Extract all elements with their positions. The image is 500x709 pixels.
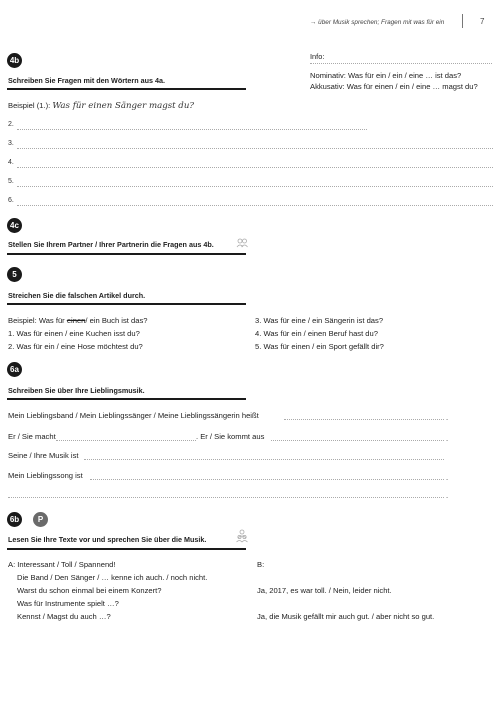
exercise-4c-instruction: Stellen Sie Ihrem Partner / Ihrer Partnerin die Fragen aus 4b. — [8, 240, 214, 249]
section-rule — [7, 253, 246, 255]
header-divider — [462, 14, 463, 28]
speaker-a-label: A: Interessant / Toll / Spannend! — [8, 560, 116, 569]
list-item[interactable]: 3. Was für eine / ein Sängerin ist das? — [255, 316, 384, 325]
example-rest: / ein Buch ist das? — [85, 316, 148, 325]
pruefung-badge: P — [33, 512, 48, 527]
list-item[interactable]: 4. Was für ein / einen Beruf hast du? — [255, 329, 378, 338]
phrase-line: Warst du schon einmal bei einem Konzert? — [17, 586, 162, 595]
text-line-music: Seine / Ihre Musik ist — [8, 451, 79, 460]
list-item[interactable]: 5. Was für einen / ein Sport gefällt dir? — [255, 342, 384, 351]
exercise-4b-example — [8, 101, 194, 111]
line-number: 4. — [8, 159, 14, 166]
write-line[interactable] — [284, 419, 444, 420]
write-line[interactable] — [56, 440, 196, 441]
info-line-akkusativ: Akkusativ: Was für einen / ein / eine … magst du? — [310, 82, 478, 91]
list-item[interactable]: 1. Was für einen / eine Kuchen isst du? — [8, 329, 140, 338]
end-dot: . — [446, 473, 449, 482]
exercise-5-example — [8, 316, 147, 325]
end-dot: . — [446, 491, 449, 500]
write-line[interactable] — [17, 186, 493, 187]
list-item[interactable]: 2. Was für ein / eine Hose möchtest du? — [8, 342, 143, 351]
section-rule — [7, 303, 246, 305]
end-dot: . — [446, 413, 449, 422]
section-rule — [7, 398, 246, 400]
arrow-icon: → — [310, 19, 317, 26]
text-line-song: Mein Lieblingssong ist — [8, 471, 83, 480]
write-line[interactable] — [17, 167, 493, 168]
write-line[interactable] — [17, 129, 367, 130]
exercise-badge-4b: 4b — [7, 53, 22, 68]
phrase-line: Ja, die Musik gefällt mir auch gut. / aber nicht so gut. — [257, 612, 435, 621]
exercise-badge-6b: 6b — [7, 512, 22, 527]
exercise-6b-instruction: Lesen Sie Ihre Texte vor und sprechen Sie über die Musik. — [8, 535, 207, 544]
exercise-6a-instruction: Schreiben Sie über Ihre Lieblingsmusik. — [8, 386, 145, 395]
write-line[interactable] — [84, 459, 444, 460]
speaker-b-label: B: — [257, 560, 265, 569]
exercise-badge-6a: 6a — [7, 362, 22, 377]
phrase-line: Die Band / Den Sänger / … kenne ich auch. / noch nicht. — [17, 573, 208, 582]
page-number: 7 — [480, 17, 485, 26]
partner-icon — [236, 529, 248, 545]
header-topic: über Musik sprechen; Fragen mit was für ein — [318, 19, 445, 26]
info-line-nominativ: Nominativ: Was für ein / ein / eine … ist das? — [310, 71, 462, 80]
line-number: 6. — [8, 197, 14, 204]
line-number: 2. — [8, 121, 14, 128]
example-label: Beispiel (1.): — [8, 101, 51, 110]
phrase-line: Was für Instrumente spielt …? — [17, 599, 119, 608]
phrase-line: Kennst / Magst du auch …? — [17, 612, 111, 621]
write-line[interactable] — [8, 497, 444, 498]
info-divider — [310, 63, 492, 64]
write-line[interactable] — [90, 479, 444, 480]
write-line[interactable] — [271, 440, 444, 441]
info-title: Info: — [310, 52, 325, 61]
section-rule — [7, 88, 246, 90]
text-line-band: Mein Lieblingsband / Mein Lieblingssänger / Meine Lieblingssängerin heißt — [8, 411, 259, 420]
exercise-badge-5: 5 — [7, 267, 22, 282]
exercise-4b-instruction: Schreiben Sie Fragen mit den Wörtern aus 4a. — [8, 76, 165, 85]
running-header — [310, 19, 444, 26]
example-prefix: Beispiel: Was für — [8, 316, 67, 325]
text-line-genre: Er / Sie macht — [8, 432, 56, 441]
handwritten-answer: Was für einen Sänger magst du? — [52, 101, 194, 111]
phrase-line: Ja, 2017, es war toll. / Nein, leider nicht. — [257, 586, 392, 595]
text-line-origin: . Er / Sie kommt aus — [196, 432, 265, 441]
partner-icon — [236, 238, 248, 250]
section-rule — [7, 548, 246, 550]
exercise-5-instruction: Streichen Sie die falschen Artikel durch. — [8, 291, 146, 300]
exercise-badge-4c: 4c — [7, 218, 22, 233]
struck-article: einen — [66, 316, 86, 325]
end-dot: . — [446, 434, 449, 443]
line-number: 5. — [8, 178, 14, 185]
write-line[interactable] — [17, 205, 493, 206]
write-line[interactable] — [17, 148, 493, 149]
line-number: 3. — [8, 140, 14, 147]
